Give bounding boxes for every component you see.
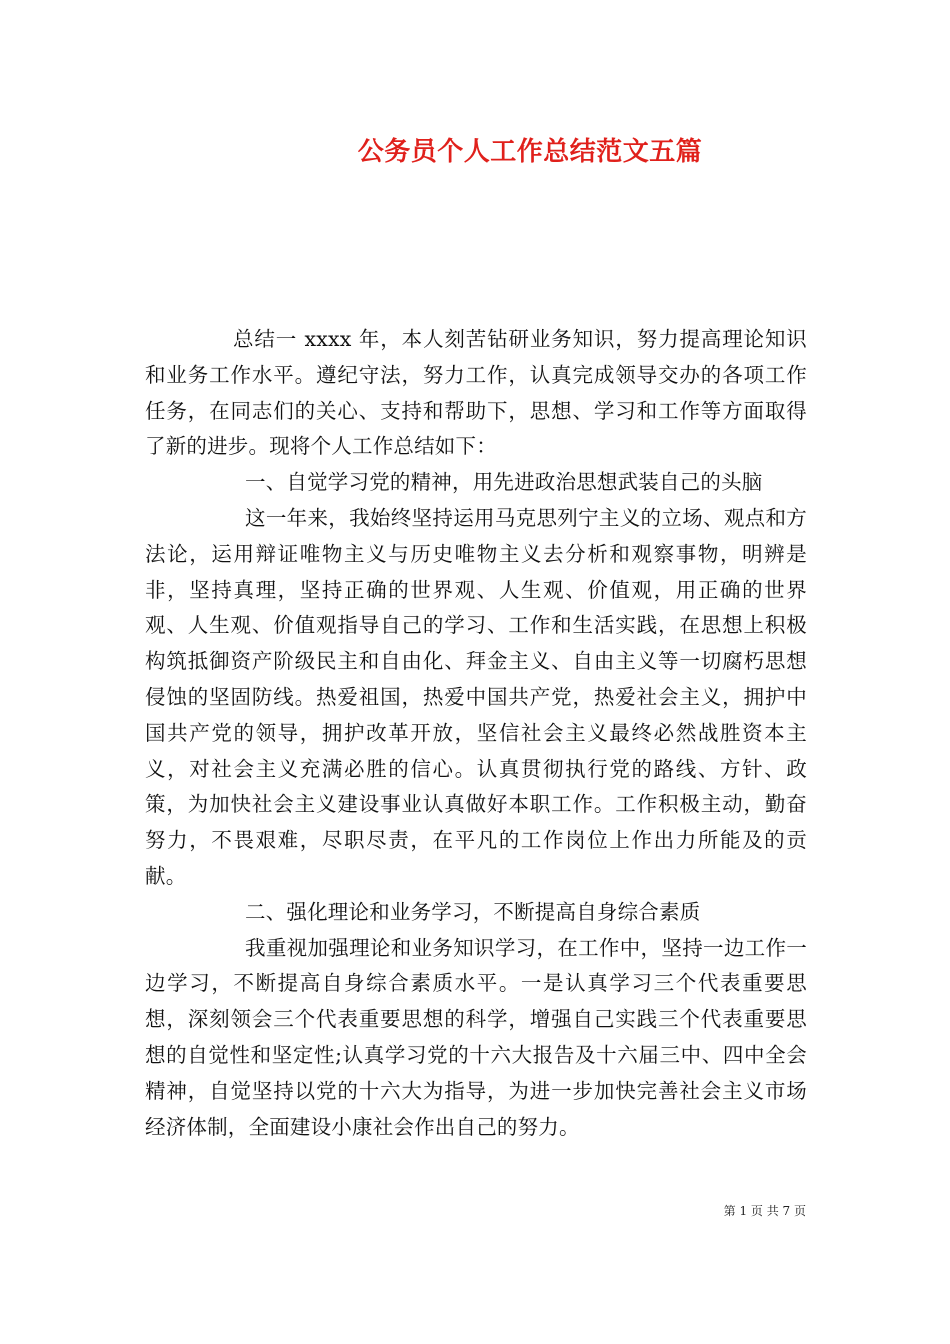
section-paragraph-1: 这一年来，我始终坚持运用马克思列宁主义的立场、观点和方法论，运用辩证唯物主义与历史唯物主义去分析和观察事物，明辨是非，坚持真理，坚持正确的世界观、人生观、价值观，用正确的世界观、人生观、价值观指导自己的学习、工作和生活实践，在思想上积极构筑抵御资产阶级民主和自由化、拜金主义、自由主义等一切腐朽思想侵蚀的坚固防线。热爱祖国，热爱中国共产党，热爱社会主义，拥护中国共产党的领导，拥护改革开放，坚信社会主义最终必然战胜资本主义，对社会主义充满必胜的信心。认真贯彻执行党的路线、方针、政策，为加快社会主义建设事业认真做好本职工作。工作积极主动，勤奋努力，不畏艰难，尽职尽责，在平凡的工作岗位上作出力所能及的贡献。	[145, 505, 807, 888]
section-heading-1: 一、自觉学习党的精神，用先进政治思想武装自己的头脑	[245, 470, 763, 495]
intro-paragraph: 总结一 xxxx 年，本人刻苦钻研业务知识，努力提高理论知识和业务工作水平。遵纪守法，努力工作，认真完成领导交办的各项工作任务，在同志们的关心、支持和帮助下，思想、学习和工作等方面取得了新的进步。现将个人工作总结如下：	[145, 327, 807, 459]
document-body	[145, 322, 807, 1145]
page-footer: 第 1 页 共 7 页	[723, 1204, 806, 1218]
section-heading-2: 二、强化理论和业务学习，不断提高自身综合素质	[245, 899, 701, 924]
section-paragraph-2: 我重视加强理论和业务知识学习，在工作中，坚持一边工作一边学习，不断提高自身综合素质水平。一是认真学习三个代表重要思想，深刻领会三个代表重要思想的科学，增强自己实践三个代表重要思想的自觉性和坚定性;认真学习党的十六大报告及十六届三中、四中全会精神，自觉坚持以党的十六大为指导，为进一步加快完善社会主义市场经济体制，全面建设小康社会作出自己的努力。	[145, 935, 807, 1139]
document-title: 公务员个人工作总结范文五篇	[357, 137, 703, 167]
